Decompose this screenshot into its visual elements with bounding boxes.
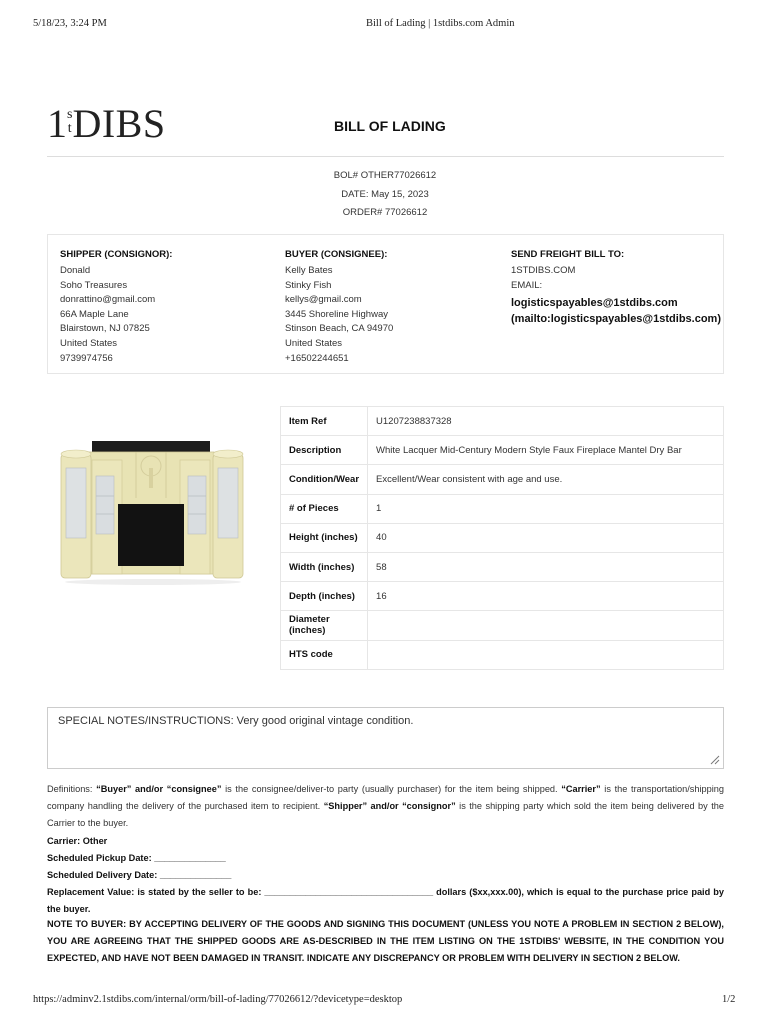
item-field-label: Item Ref [281,407,368,436]
table-row [281,582,724,611]
definitions-paragraph: Definitions: “Buyer” and/or “consignee” is the consignee/deliver-to party (usually purchaser) for the item being shipped. “Carrier” is the transportation/shipping company handling the delivery of the purchased item to recipient. “Shipper” and/or “consignor” is the shipping party which sold the item being delivered by the Carrier to the buyer. [47,784,724,828]
buyer-block [285,249,393,366]
freight-mailto-link[interactable]: (mailto:logisticspayables@1stdibs.com) [511,313,721,326]
document-title: BILL OF LADING [334,118,446,134]
print-page-title: Bill of Lading | 1stdibs.com Admin [366,18,515,29]
carrier-line: Carrier: Other [47,836,108,846]
table-row [281,436,724,465]
freight-email-label: EMAIL: [511,279,543,291]
order-number: ORDER# 77026612 [342,207,428,218]
item-field-label: Condition/Wear [281,465,368,494]
table-row [281,640,724,669]
buyer-city: Stinson Beach, CA 94970 [285,323,394,335]
item-field-label: HTS code [281,640,368,669]
item-field-label: Height (inches) [281,523,368,552]
replacement-value-line: Replacement Value: is stated by the seller to be: _________________________________ dollars ($xx,xxx.00), which is equal to the purchase price paid by the buyer. [47,887,724,914]
print-datetime: 5/18/23, 3:24 PM [33,18,107,29]
1stdibs-logo: 1 s t DIBS [47,101,166,146]
table-row [281,552,724,581]
item-field-value: 1 [368,494,724,523]
shipper-email: donrattino@gmail.com [60,294,156,306]
freight-email-link[interactable]: logisticspayables@1stdibs.com [511,297,678,310]
table-row [281,523,724,552]
freight-heading: SEND FREIGHT BILL TO: [511,249,625,260]
table-row [281,407,724,436]
buyer-phone: +16502244651 [285,352,349,364]
item-field-label: Diameter (inches) [281,611,368,640]
note-to-buyer: NOTE TO BUYER: BY ACCEPTING DELIVERY OF THE GOODS AND SIGNING THIS DOCUMENT (UNLESS YOU NOTE A PROBLEM IN SECTION 2 BELOW), YOU ARE AGREEING THAT THE SHIPPED GOODS ARE AS-DESCRIBED IN THE ITEM LISTING ON THE 1STDIBS' WEBSITE, IN THE CONDITION YOU EXPECTED, AND HAVE NOT BEEN DAMAGED IN TRANSIT. INDICATE ANY DISCREPANCY OR PROBLEM WITH DELIVERY IN SECTION 2 BELOW. [47,919,724,963]
parties-section [47,234,724,374]
buyer-street: 3445 Shoreline Highway [285,308,388,320]
item-field-value: 16 [368,582,724,611]
item-field-label: Depth (inches) [281,582,368,611]
table-row [281,494,724,523]
shipper-block [60,249,172,366]
buyer-heading: BUYER (CONSIGNEE): [285,249,388,260]
item-field-label: Description [281,436,368,465]
table-row [281,465,724,494]
buyer-name: Kelly Bates [285,265,333,276]
product-image [58,438,254,588]
item-field-value: Excellent/Wear consistent with age and use. [368,465,724,494]
item-details-table [280,406,724,670]
pickup-date-line: Scheduled Pickup Date: ______________ [47,853,226,863]
mantel-top [92,441,210,453]
buyer-company: Stinky Fish [285,279,332,291]
item-field-label: Width (inches) [281,552,368,581]
special-notes-text: SPECIAL NOTES/INSTRUCTIONS: Very good original vintage condition. [58,715,414,727]
shipper-city: Blairstown, NJ 07825 [60,323,150,335]
shipper-name: Donald [60,265,91,276]
shipper-phone: 9739974756 [60,352,113,364]
freight-company: 1STDIBS.COM [511,265,576,276]
bol-number: BOL# OTHER77026612 [333,170,437,181]
item-field-value: White Lacquer Mid-Century Modern Style Faux Fireplace Mantel Dry Bar [368,436,724,465]
buyer-country: United States [285,337,343,349]
resize-handle-icon[interactable] [710,755,720,765]
item-field-value: U1207238837328 [368,407,724,436]
footer-url: https://adminv2.1stdibs.com/internal/orm/bill-of-lading/77026612/?devicetype=desktop [33,994,403,1005]
item-field-value [368,611,724,640]
shipper-street: 66A Maple Lane [60,308,129,320]
shipper-company: Soho Treasures [60,279,128,291]
item-field-value: 58 [368,552,724,581]
freight-bill-block [511,249,721,327]
item-field-value [368,640,724,669]
delivery-date-line: Scheduled Delivery Date: ______________ [47,870,232,880]
shipping-info [47,833,724,918]
item-field-label: # of Pieces [281,494,368,523]
document-date: DATE: May 15, 2023 [341,189,429,200]
special-notes-field[interactable] [47,707,724,769]
footer-page-number: 1/2 [722,994,736,1005]
shipper-heading: SHIPPER (CONSIGNOR): [60,249,173,260]
firebox [118,504,184,566]
shipper-country: United States [60,337,118,349]
item-field-value: 40 [368,523,724,552]
table-row [281,611,724,640]
header-divider [47,156,724,157]
buyer-email: kellys@gmail.com [285,294,362,306]
